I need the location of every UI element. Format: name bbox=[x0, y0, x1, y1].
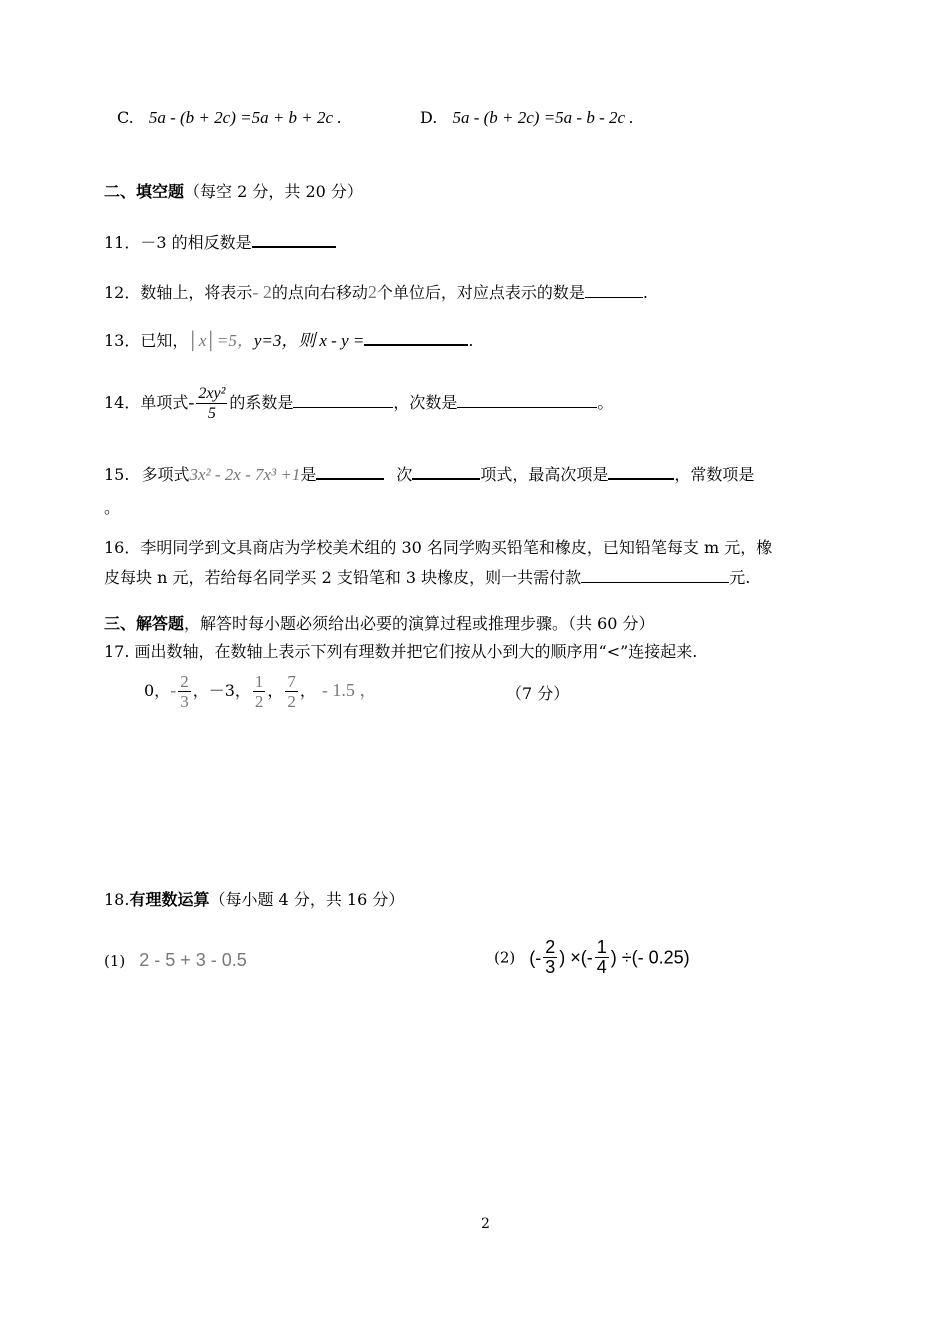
fraction-1-2: $\frac{1}{2}$ bbox=[254, 672, 264, 711]
monomial-fraction: $\frac{\text{2xy²}}{5}$ bbox=[198, 385, 226, 422]
answer-blank[interactable] bbox=[608, 464, 674, 480]
question-18-part1: (1) 2 - 5 + 3 - 0.5 bbox=[104, 950, 247, 970]
question-18-heading: 18.有理数运算（每小题 4 分，共 16 分） bbox=[104, 890, 405, 909]
section3-heading: 三、解答题，解答时每小题必须给出必要的演算过程或推理步骤。（共 60 分） bbox=[104, 614, 655, 633]
question-15: 15. 多项式3x² - 2x - 7x³ +1是 次 项式，最高次项是 ，常数项是 bbox=[104, 465, 755, 484]
fraction-1-4: $\frac{1}{4}$ bbox=[596, 937, 607, 977]
question-16-line1: 16．李明同学到文具商店为学校美术组的 30 名同学购买铅笔和橡皮，已知铅笔每支 m 元，橡 bbox=[104, 538, 773, 557]
answer-blank[interactable] bbox=[316, 464, 384, 480]
option-c-expression: 5a - (b + 2c) =5a + b + 2c . bbox=[148, 108, 342, 127]
answer-blank[interactable] bbox=[457, 393, 597, 408]
question-15-end: 。 bbox=[104, 498, 121, 517]
question-16-line2: 皮每块 n 元，若给每名同学买 2 支铅笔和 3 块橡皮，则一共需付款 元. bbox=[104, 568, 751, 587]
section2-heading: 二、填空题（每空 2 分，共 20 分） bbox=[104, 182, 363, 201]
question-18-part2: (2) (- $\frac{2}{3}$ ) ×(- $\frac{1}{4}$ ) ÷(- 0.25) bbox=[494, 937, 690, 977]
option-d: D. 5a - (b + 2c) =5a - b - 2c . bbox=[420, 108, 634, 127]
question-12: 12．数轴上，将表示- 2的点向右移动2个单位后，对应点表示的数是 . bbox=[104, 282, 649, 302]
question-17-numbers: 0，- $\frac{2}{3}$ ，－3， $\frac{1}{2}$ ， $\frac{7}{2}$ ， - 1.5 ， bbox=[144, 672, 378, 711]
answer-blank[interactable] bbox=[364, 330, 468, 346]
answer-blank[interactable] bbox=[585, 283, 643, 298]
answer-blank[interactable] bbox=[412, 464, 480, 480]
answer-blank[interactable] bbox=[293, 393, 393, 408]
question-13: 13．已知，│x│=5，y=3，则 x - y = . bbox=[104, 331, 474, 350]
question-17: 17. 画出数轴，在数轴上表示下列有理数并把它们按从小到大的顺序用“<”连接起来. bbox=[104, 642, 698, 661]
page-number: 2 bbox=[481, 1216, 490, 1232]
fraction-7-2: $\frac{7}{2}$ bbox=[287, 672, 296, 711]
fraction-2-3: $\frac{2}{3}$ bbox=[545, 937, 556, 977]
option-c: C. 5a - (b + 2c) =5a + b + 2c . bbox=[117, 108, 342, 127]
question-14: 14．单项式- $\frac{\text{2xy²}}{5}$ 的系数是 ，次数是 。 bbox=[104, 385, 614, 422]
option-d-expression: 5a - (b + 2c) =5a - b - 2c . bbox=[452, 108, 634, 127]
fraction-2-3: $\frac{2}{3}$ bbox=[180, 672, 189, 711]
answer-blank[interactable] bbox=[252, 232, 336, 248]
answer-blank[interactable] bbox=[581, 568, 729, 583]
question-11: 11．－3 的相反数是 bbox=[104, 232, 336, 253]
question-17-score: （7 分） bbox=[506, 684, 570, 703]
